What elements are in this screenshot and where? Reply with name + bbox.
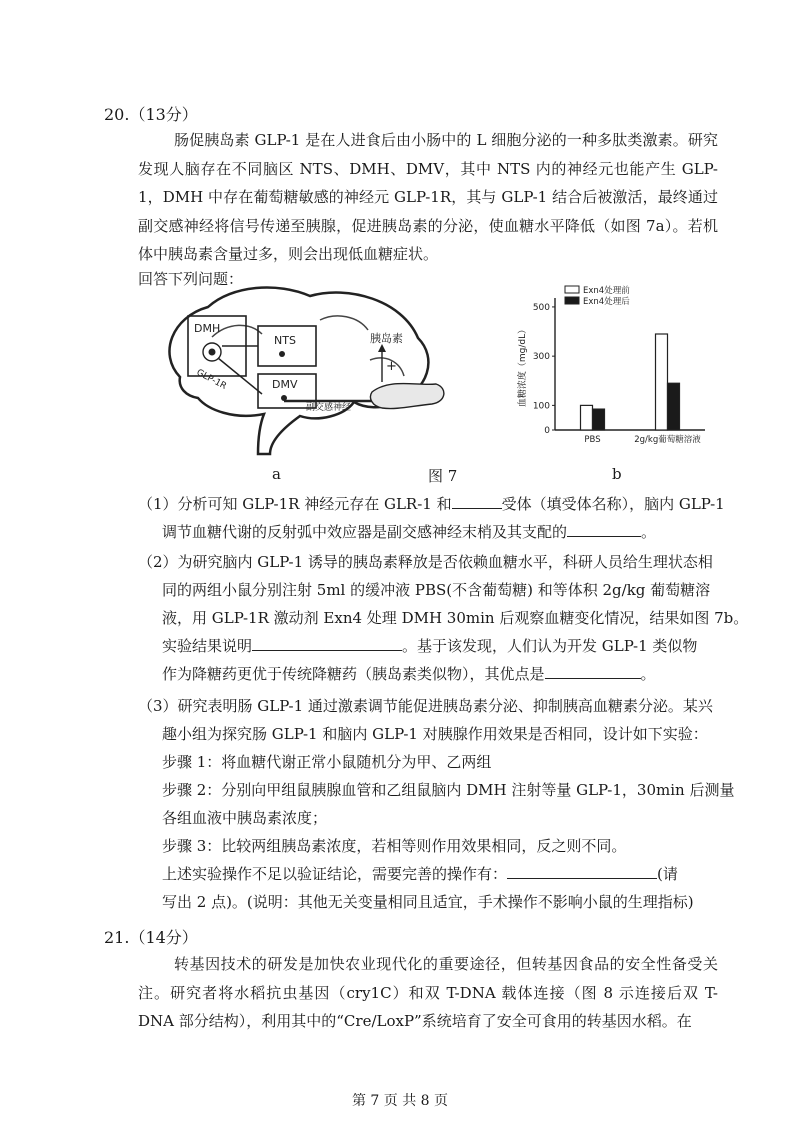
s3-step-1: 步骤 1：将血糖代谢正常小鼠随机分为甲、乙两组	[162, 753, 492, 771]
page-footer: 第 7 页 共 8 页	[351, 1093, 449, 1109]
s2-text-5: 作为降糖药更优于传统降糖药（胰岛素类似物），其优点是	[162, 665, 545, 683]
answer-blank[interactable]	[252, 632, 402, 651]
s1-text-4: 。	[641, 523, 657, 541]
nerve-label: 副交感神经	[306, 403, 352, 413]
bar	[668, 383, 680, 430]
insulin-arrowhead	[378, 344, 386, 352]
glp1r-label: GLP-1R	[194, 367, 228, 392]
x-tick-label: 2g/kg葡萄糖溶液	[634, 435, 701, 445]
q21-intro-text: 转基因技术的研发是加快农业现代化的重要途径，但转基因食品的安全性备受关注。研究者将水稻抗虫基因（cry1C）和双 T-DNA 载体连接（图 8 示连接后双 T-DNA 部分结构），利用其中的“Cre/LoxP”系统培育了安全可食用的转基因水稻。在	[138, 955, 718, 1030]
insulin-label: 胰岛素	[370, 332, 403, 345]
s1-text-3: 调节血糖代谢的反射弧中效应器是副交感神经末梢及其支配的	[162, 523, 568, 541]
legend-label: Exn4处理前	[583, 286, 630, 296]
y-tick-label: 0	[544, 426, 550, 436]
s2-line-1: （2）为研究脑内 GLP-1 诱导的胰岛素释放是否依赖血糖水平，科研人员给生理状态相	[138, 553, 713, 571]
s3-text-7b: (请	[657, 865, 678, 883]
bar	[581, 405, 593, 430]
s3-line-8: 写出 2 点)。(说明：其他无关变量相同且适宜，手术操作不影响小鼠的生理指标)	[162, 893, 694, 911]
question-20-intro	[138, 126, 718, 269]
sub-question-1	[138, 490, 728, 546]
intro-text: 肠促胰岛素 GLP-1 是在人进食后由小肠中的 L 细胞分泌的一种多肽类激素。研究发现人脑存在不同脑区 NTS、DMH、DMV，其中 NTS 内的神经元也能产生 GLP-1，DMH 中存在葡萄糖敏感的神经元 GLP-1R，其与 GLP-1 结合后被激活，最终通过副交感神经将信号传递至胰腺，促进胰岛素的分泌，使血糖水平降低（如图 7a）。若机体中胰岛素含量过多，则会出现低血糖症状。	[138, 131, 718, 263]
s3-line-2: 趣小组为探究肠 GLP-1 和脑内 GLP-1 对胰腺作用效果是否相同，设计如下实验：	[162, 725, 708, 743]
s2-text-4: 实验结果说明	[162, 637, 253, 655]
s3-line-1: （3）研究表明肠 GLP-1 通过激素调节能促进胰岛素分泌、抑制胰高血糖素分泌。某兴	[138, 697, 713, 715]
legend-swatch	[565, 286, 579, 293]
question-20-header: 20.（13分）	[104, 105, 198, 124]
pancreas	[370, 384, 443, 409]
s2-text-5b: 。	[640, 665, 656, 683]
question-21-intro	[138, 950, 718, 1036]
dmh-label: DMH	[194, 322, 221, 335]
bar	[656, 334, 668, 430]
s2-text-4b: 。基于该发现，人们认为开发 GLP-1 类似物	[402, 637, 698, 655]
nts-neuron	[279, 351, 285, 357]
s1-text-2: 受体（填受体名称），脑内 GLP-1	[501, 495, 725, 513]
question-21-header: 21.（14分）	[104, 928, 198, 947]
figure-b-label: b	[612, 465, 622, 483]
legend-label: Exn4处理后	[583, 297, 630, 307]
sub-question-2	[138, 548, 749, 688]
s3-text-7: 上述实验操作不足以验证结论，需要完善的操作有：	[162, 865, 508, 883]
legend-swatch	[565, 297, 579, 304]
dmv-label: DMV	[272, 378, 298, 391]
figure-caption: 图 7	[428, 467, 458, 485]
s3-step-2: 步骤 2：分别向甲组鼠胰腺血管和乙组鼠脑内 DMH 注射等量 GLP-1，30min 后测量	[162, 781, 735, 799]
bar	[593, 409, 605, 430]
brain-diagram	[150, 282, 450, 462]
s2-line-3: 液，用 GLP-1R 激动剂 Exn4 处理 DMH 30min 后观察血糖变化情况，结果如图 7b。	[162, 609, 749, 627]
answer-blank[interactable]	[545, 660, 641, 679]
brain-fold-2	[320, 316, 368, 330]
x-tick-label: PBS	[584, 435, 601, 445]
s3-step-2-cont: 各组血液中胰岛素浓度；	[162, 809, 328, 827]
blood-glucose-chart	[505, 280, 715, 455]
answer-blank[interactable]	[567, 518, 641, 537]
dmh-neuron-core	[209, 349, 216, 356]
sub-question-3	[138, 692, 735, 916]
y-axis-label: 血糖浓度（mg/dL）	[518, 324, 528, 408]
y-tick-label: 100	[532, 401, 550, 412]
y-tick-label: 300	[532, 352, 550, 363]
answer-blank[interactable]	[507, 860, 657, 879]
s1-text-1: （1）分析可知 GLP-1R 神经元存在 GLR-1 和	[138, 495, 452, 513]
answer-prompt: 回答下列问题：	[138, 270, 244, 288]
plus-sign: +	[386, 359, 397, 374]
nts-label: NTS	[274, 334, 296, 347]
answer-blank[interactable]	[452, 490, 502, 509]
y-tick-label: 500	[532, 302, 550, 313]
s2-line-2: 同的两组小鼠分别注射 5ml 的缓冲液 PBS(不含葡萄糖) 和等体积 2g/kg 葡萄糖溶	[162, 581, 711, 599]
figure-a-label: a	[272, 465, 281, 483]
s3-step-3: 步骤 3：比较两组胰岛素浓度，若相等则作用效果相同，反之则不同。	[162, 837, 627, 855]
